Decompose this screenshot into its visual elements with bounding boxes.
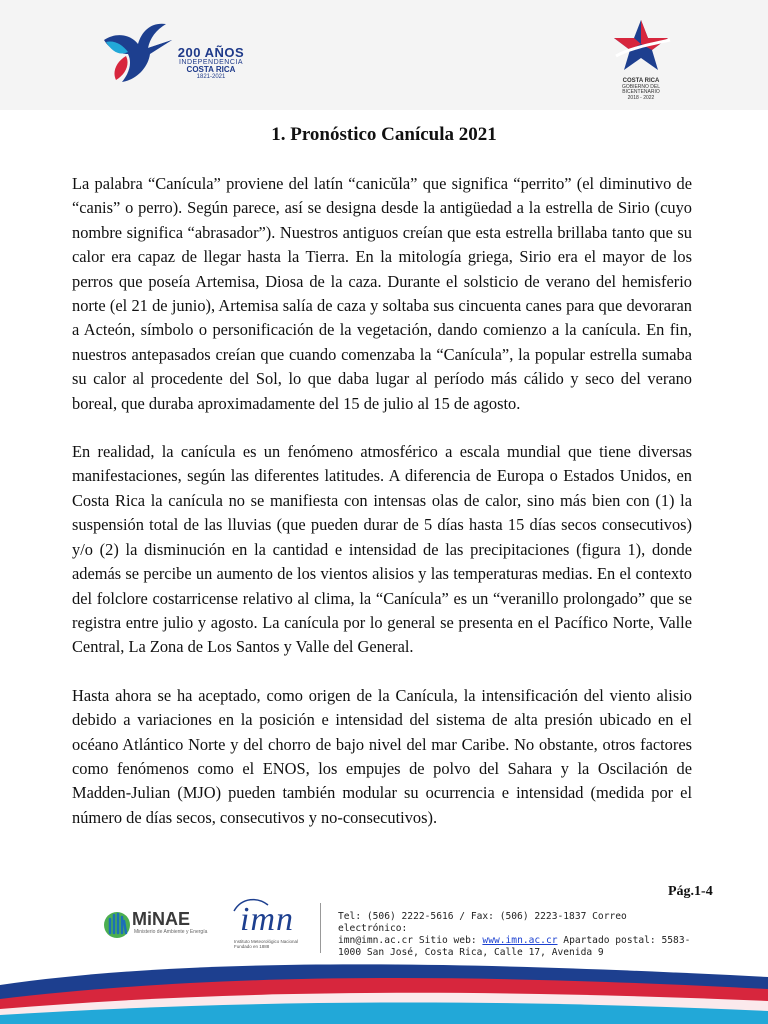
bicentennial-logo (96, 10, 256, 96)
imn-logo (228, 895, 328, 955)
contact-web-label: Sitio web: (418, 935, 477, 946)
star-emblem-icon (606, 18, 676, 78)
contact-info (338, 911, 698, 959)
document-title: 1. Pronóstico Canícula 2021 (271, 124, 497, 145)
footer (0, 895, 768, 1024)
minae-wordmark: MiNAE (132, 909, 190, 929)
paragraph: En realidad, la canícula es un fenómeno atmosférico a escala mundial que tiene diversas manifestaciones, según las diferentes latitudes. A diferencia de Europa o Estados Unidos, en Costa Rica la canícula no se manifiesta con intensas olas de calor, sino más bien con (1) la suspensión total de las lluvias (que pueden durar de 5 días hasta 15 días secos consecutivos) y/o (2) la disminución en la cantidad e intensidad de las precipitaciones (figura 1), donde además se percibe un aumento de los vientos alisios y las temperaturas medias. En el contexto del folclore costarricense relativo al clima, la “Canícula” es un “veranillo prolongado” que se registra entre julio y agosto. La canícula por lo general se presenta en el Pacífico Norte, Valle Central, La Zona de Los Santos y Valle del General. (72, 442, 692, 657)
government-logo (606, 18, 676, 104)
page-number: Pág.1-4 (668, 884, 713, 899)
imn-subtitle: Instituto Meteorológico Nacional Fundado en 1888 (234, 939, 299, 950)
document-body (72, 172, 692, 854)
footer-wave (0, 955, 768, 1024)
hummingbird-icon (96, 10, 176, 96)
logo-dates: 1821-2021 (196, 74, 226, 80)
minae-logo (102, 903, 212, 943)
logo-independence: INDEPENDENCIA (178, 59, 244, 66)
contact-postal: Apartado postal: 5583- (563, 935, 691, 946)
gov-name: GOBIERNO DEL BICENTENARIO (621, 83, 661, 96)
bicentennial-text (166, 46, 256, 80)
letterhead (0, 0, 768, 110)
contact-web-line (338, 935, 698, 947)
government-caption (606, 78, 676, 101)
contact-address-line: 1000 San José, Costa Rica, Calle 17, Avenida 9 (338, 947, 604, 958)
gov-period: 2018 - 2022 (627, 94, 655, 101)
logo-years: 200 AÑOS (177, 45, 245, 60)
contact-email: imn@imn.ac.cr (338, 935, 414, 946)
imn-wordmark: imn (240, 901, 294, 938)
website-link[interactable]: www.imn.ac.cr (482, 935, 558, 946)
hand-leaf-icon (102, 905, 132, 945)
paragraph: La palabra “Canícula” proviene del latín “canicŭla” que significa “perrito” (el diminutivo de “canis” o perro). Según parece, así se designa desde la antigüedad a la estrella de Sirio (cuyo nombre significa “abrasador”). Nuestros antiguos creían que esta estrella brillaba tanto que su calor era capaz de llegar hasta la Tierra. En la mitología griega, Sirio era el mayor de los perros que poseía Artemisa, Diosa de la caza. Durante el solsticio de verano del hemisferio norte (el 21 de junio), Artemisa salía de caza y soltaba sus cincuenta canes para que devoraran a Acteón, símbolo o personificación de la vegetación, dando comienzo a la canícula. En fin, nuestros antepasados creían que cuando comenzaba la “Canícula”, la popular estrella sumaba su calor al procedente del Sol, lo que daba lugar al período más cálido y seco del verano boreal, que duraba aproximadamente del 15 de julio al 15 de agosto. (72, 174, 692, 413)
logo-country: COSTA RICA (186, 65, 236, 74)
footer-divider (320, 903, 321, 953)
contact-phone-line: Tel: (506) 2222-5616 / Fax: (506) 2223-1837 Correo electrónico: (338, 911, 627, 934)
minae-subtitle: Ministerio de Ambiente y Energía (134, 929, 208, 935)
gov-country: COSTA RICA (622, 78, 660, 84)
paragraph: Hasta ahora se ha aceptado, como origen de la Canícula, la intensificación del viento alisio debido a variaciones en la posición e intensidad del sistema de alta presión ubicado en el océano Atlántico Norte y del chorro de bajo nivel del mar Caribe. No obstante, otros factores como fenómenos como el ENOS, los empujes de polvo del Sahara y la Oscilación de Madden-Julian (MJO) pueden también modular su ocurrencia e intensidad (medida por el número de días secos, consecutivos y no-consecutivos). (72, 685, 692, 827)
